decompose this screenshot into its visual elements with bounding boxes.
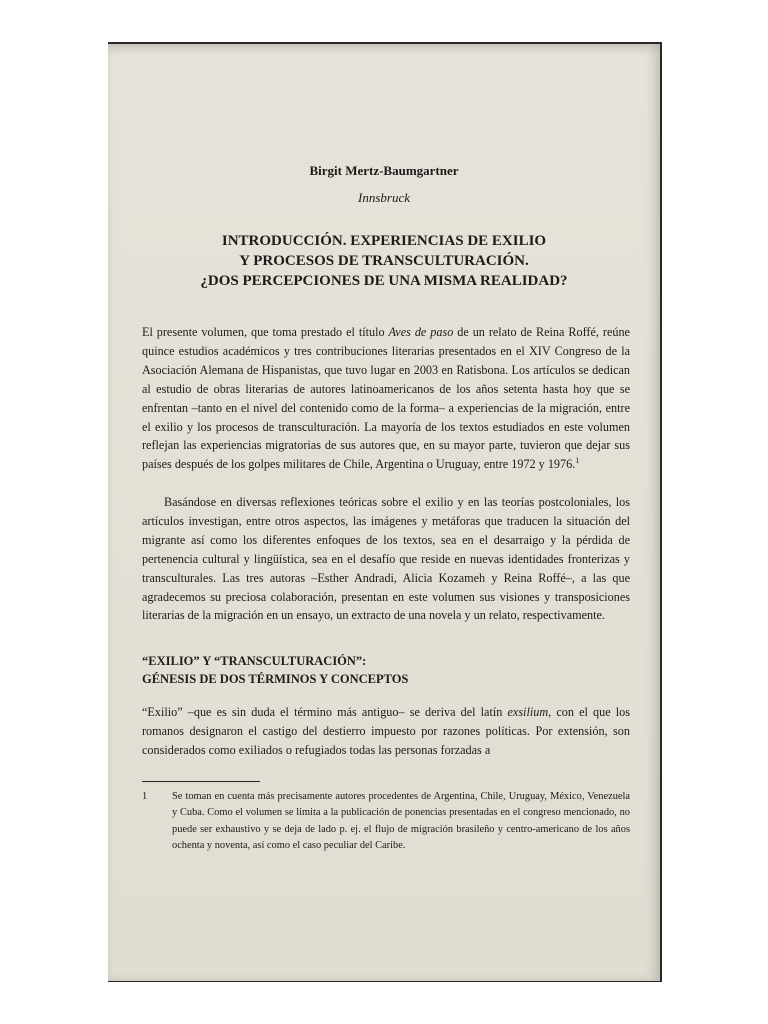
paragraph-2: Basándose en diversas reflexiones teóricas sobre el exilio y en las teorías postcoloniales, los artículos investigan, entre otros aspectos, las imágenes y metáforas que traducen la situación del migrante así como los diferentes enfoques de los textos, sea en el desarraigo y la pérdida de pertenencia cultural y lingüística, sea en el desafío que reside en nuevas identidades fronterizas y transculturales. Las tres autoras –Esther Andradi, Alicia Kozameh y Reina Roffé–, a las que agradecemos su preciosa colaboración, presentan en este volumen sus visiones y transposiciones literarias de la migración en un ensayo, un extracto de una novela y un relato, respectivamente. — [142, 495, 630, 623]
chapter-title-line-2: Y PROCESOS DE TRANSCULTURACIÓN. — [239, 253, 529, 269]
section-heading — [142, 652, 630, 688]
footnote-text: Se toman en cuenta más precisamente autores procedentes de Argentina, Chile, Uruguay, México, Venezuela y Cuba. Como el volumen se limita a la publicación de ponencias presentadas en el congreso mencionado, no puede ser exhaustivo y se deja de lado p. ej. el flujo de migración brasileño y centro-americano de los años ochenta y noventa, así como el caso peculiar del Caribe. — [172, 791, 630, 851]
paragraph-3-text-a: “Exilio” –que es sin duda el término más antiguo– se deriva del latín — [142, 705, 508, 719]
paragraph-1-text-a: El presente volumen, que toma prestado el título — [142, 325, 389, 339]
paragraph-3-italic-term: exsilium — [507, 705, 549, 719]
footnote — [142, 789, 630, 854]
chapter-title — [108, 231, 660, 291]
chapter-title-line-3: ¿DOS PERCEPCIONES DE UNA MISMA REALIDAD? — [200, 273, 568, 289]
author-affiliation: Innsbruck — [358, 190, 410, 205]
paragraph-1-text-b: de un relato de Reina Roffé, reúne quince estudios académicos y tres contribuciones literarias presentados en el XIV Congreso de la Asociación Alemana de Hispanistas, que tuvo lugar en 2003 en Ratisbona. Los artículos se dedican al estudio de obras literarias de autores latinoamericanos de los años setenta hasta hoy que se enfrentan –tanto en el nivel del contenido como de la forma– a experiencias de la migración, entre el exilio y los procesos de transculturación. La mayoría de los textos estudiados en este volumen reflejan las experiencias migratorias de sus autores que, en su mayor parte, tuvieron que dejar sus países después de los golpes militares de Chile, Argentina o Uruguay, entre 1972 y 1976. — [142, 325, 630, 472]
paragraph-1 — [142, 323, 630, 474]
author-name: Birgit Mertz-Baumgartner — [309, 163, 459, 178]
paragraph-3-text-b: , con el que los romanos designaron el castigo del destierro impuesto por razones políticas. Por extensión, son considerados como exiliados o refugiados todas las personas forzadas a — [142, 705, 630, 757]
section-heading-line-2: GÉNESIS DE DOS TÉRMINOS Y CONCEPTOS — [142, 672, 409, 686]
section-heading-line-1: “EXILIO” Y “TRANSCULTURACIÓN”: — [142, 654, 367, 668]
book-page — [108, 44, 660, 981]
footnote-number: 1 — [142, 791, 148, 802]
paragraph-3 — [142, 703, 630, 760]
chapter-title-line-1: INTRODUCCIÓN. EXPERIENCIAS DE EXILIO — [221, 233, 547, 249]
footnote-reference: 1 — [575, 456, 580, 466]
footnote-divider — [142, 781, 260, 782]
paragraph-1-italic-title: Aves de paso — [388, 325, 454, 339]
